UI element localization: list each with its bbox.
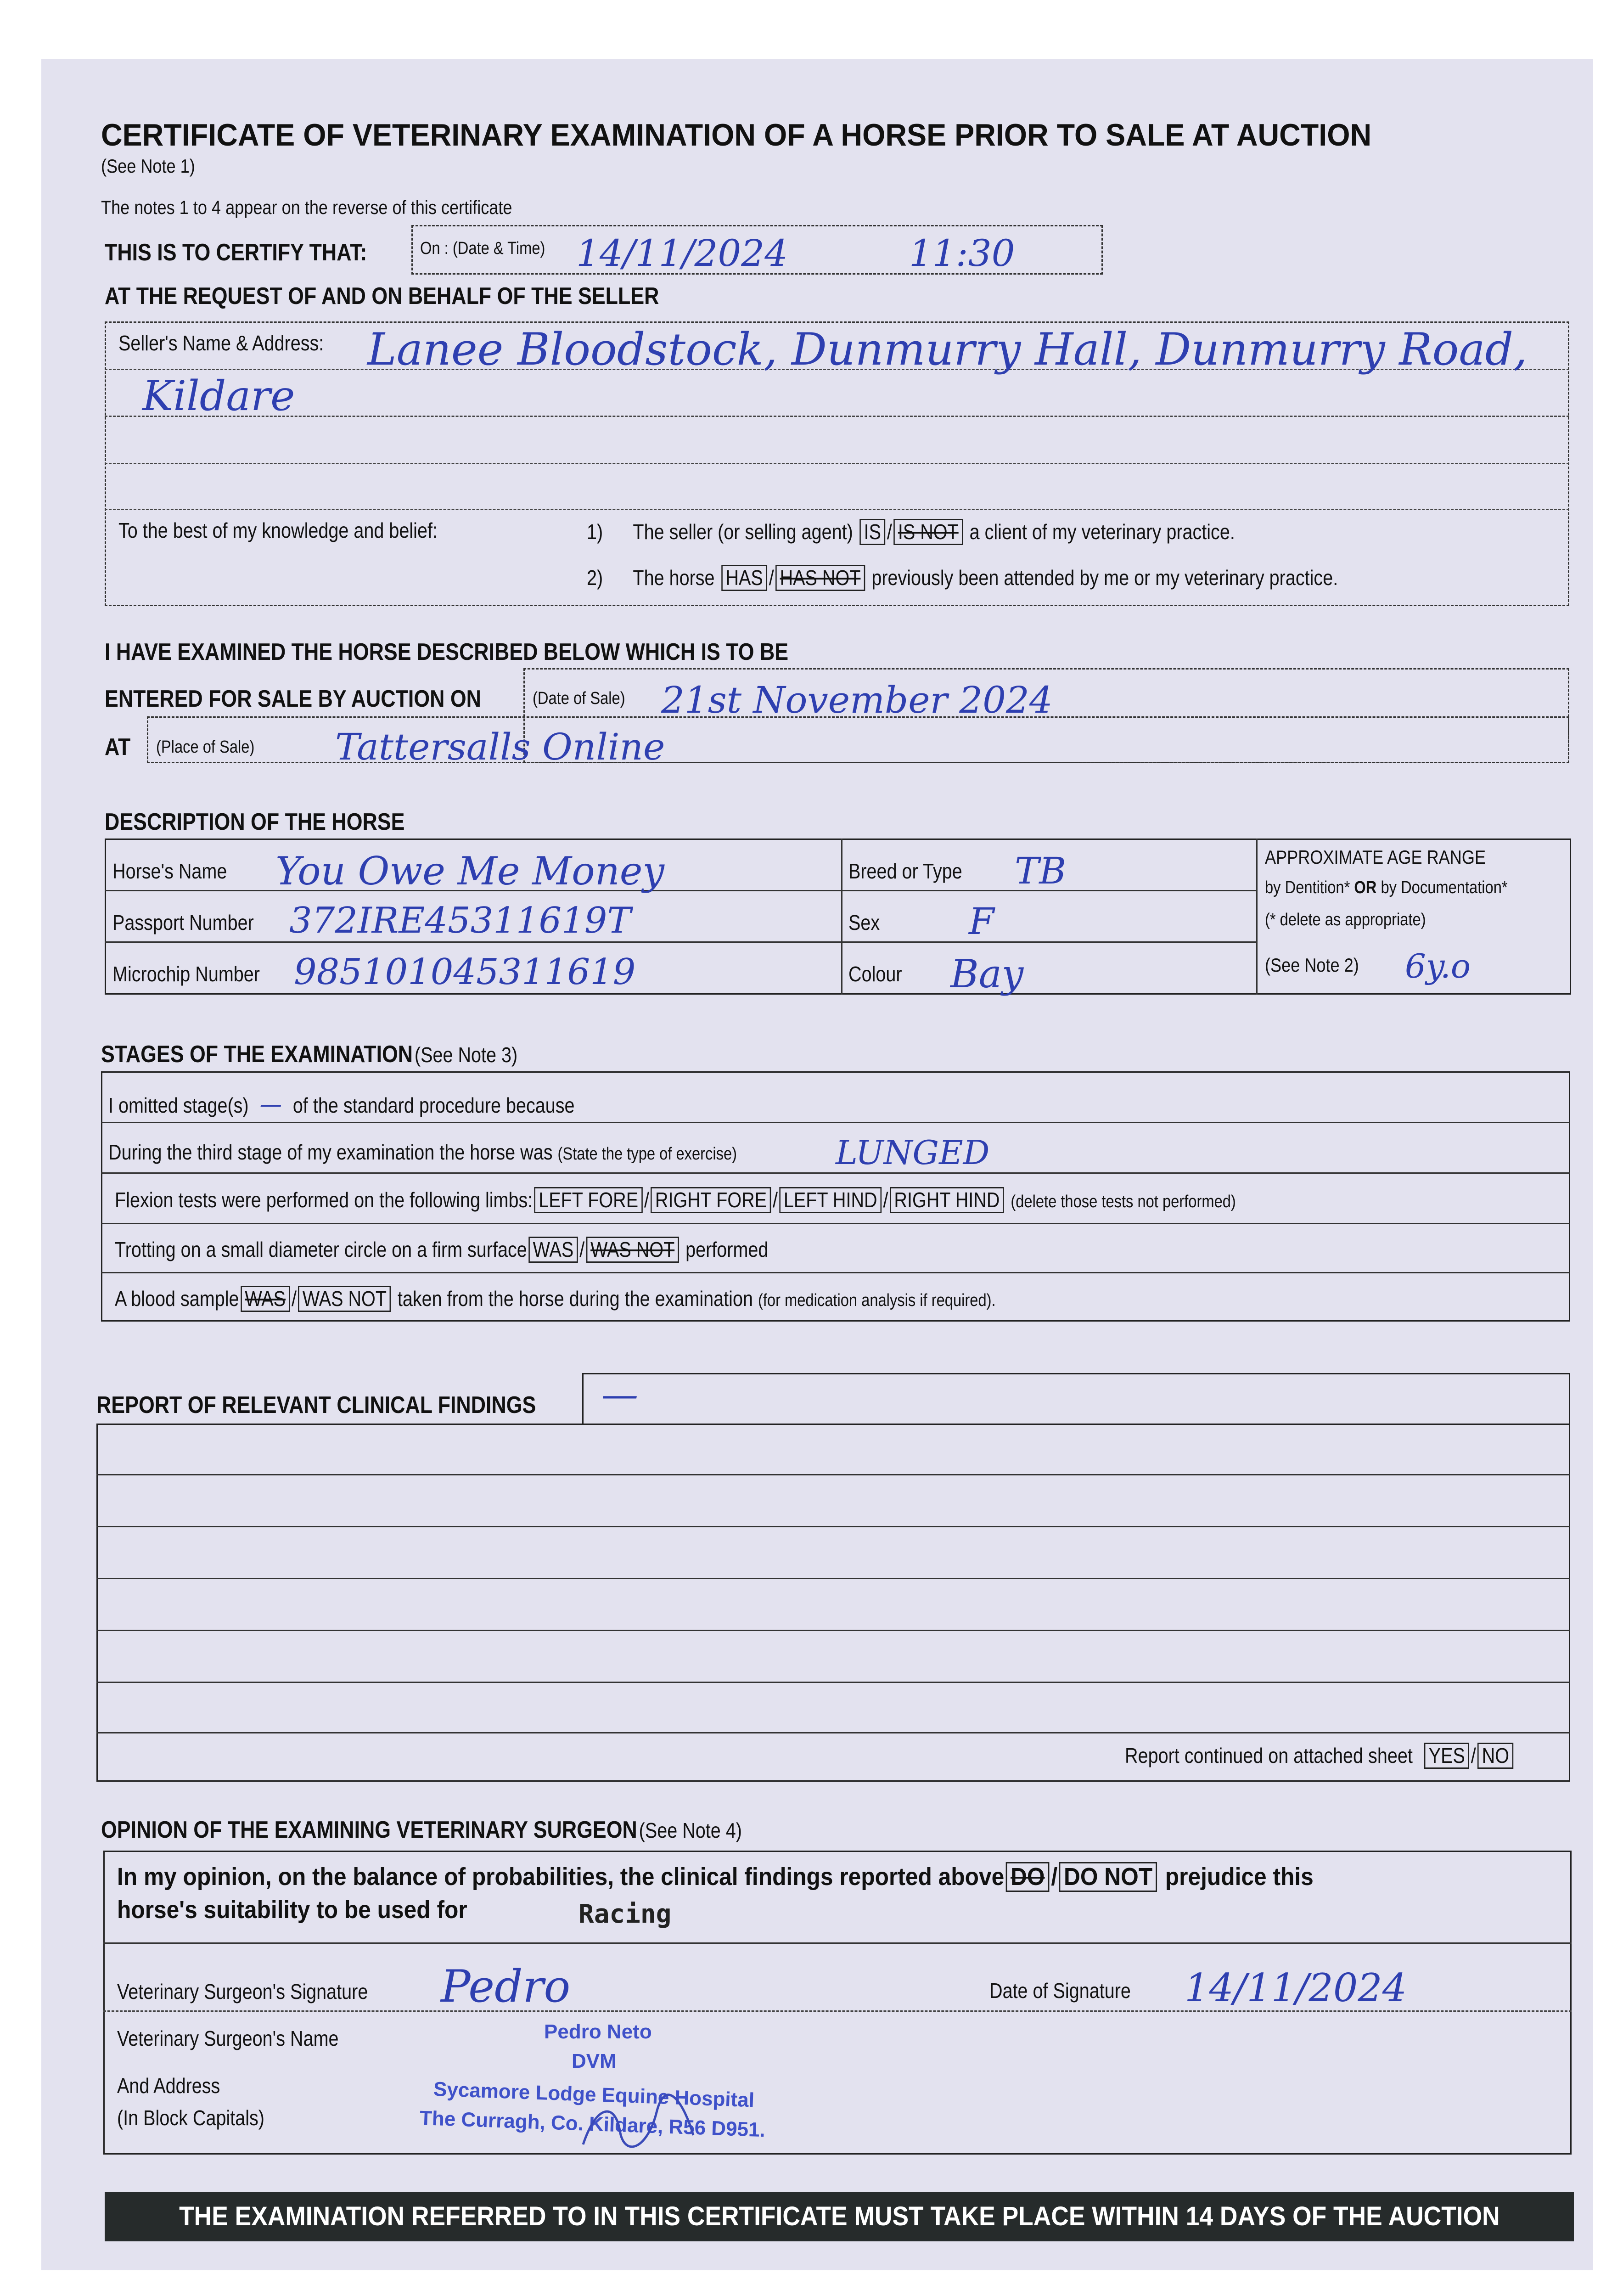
breed-label: Breed or Type [848, 859, 962, 883]
age-value: 6y.o [1405, 947, 1471, 985]
breed-value: TB [1015, 850, 1067, 892]
date-of-sale-label: (Date of Sale) [533, 689, 625, 708]
block-capitals-label: (In Block Capitals) [117, 2106, 264, 2130]
flexion-left-hind: LEFT HIND [779, 1187, 882, 1213]
opinion-text-line2: horse's suitability to be used for [117, 1896, 467, 1924]
report-first-line-box [582, 1373, 1570, 1424]
address-label: And Address [117, 2074, 220, 2098]
certify-label: THIS IS TO CERTIFY THAT: [105, 239, 367, 266]
microchip-label: Microchip Number [112, 962, 260, 986]
omitted-stages-row: I omitted stage(s) — of the standard procedure because [108, 1089, 575, 1119]
attended-has-not-option: HAS NOT [775, 565, 865, 591]
opinion-do-not-option: DO NOT [1059, 1862, 1157, 1892]
place-of-sale-label: (Place of Sale) [156, 737, 255, 757]
request-label: AT THE REQUEST OF AND ON BEHALF OF THE SELLER [105, 283, 659, 310]
signature-label: Veterinary Surgeon's Signature [117, 1980, 368, 2003]
passport-label: Passport Number [112, 911, 254, 934]
statement-2: 2) The horse HAS / HAS NOT previously been attended by me or my veterinary practice. [587, 565, 1460, 591]
opinion-heading: OPINION OF THE EXAMINING VETERINARY SURGEON (See Note 4) [101, 1817, 742, 1843]
certificate-title: CERTIFICATE OF VETERINARY EXAMINATION OF A HORSE PRIOR TO SALE AT AUCTION [101, 118, 1372, 152]
sale-heading-1: I HAVE EXAMINED THE HORSE DESCRIBED BELOW WHICH IS TO BE [105, 639, 789, 665]
blood-sample-row: A blood sample WAS / WAS NOT taken from the horse during the examination (for medication analysis if required). [115, 1286, 1139, 1312]
on-date-time-label: On : (Date & Time) [420, 239, 545, 258]
passport-value: 372IRE45311619T [289, 900, 631, 941]
client-is-not-option: IS NOT [893, 519, 963, 545]
trotting-was-option: WAS [528, 1237, 578, 1263]
sale-place-value: Tattersalls Online [335, 726, 665, 768]
attended-has-option: HAS [721, 565, 767, 591]
sale-date-value: 21st November 2024 [661, 679, 1053, 721]
report-findings-value: — [601, 1373, 638, 1416]
exam-time-value: 11:30 [909, 232, 1015, 275]
age-basis: by Dentition* OR by Documentation* [1265, 878, 1508, 897]
belief-label: To the best of my knowledge and belief: [118, 518, 438, 542]
age-see-note: (See Note 2) [1265, 954, 1359, 976]
exercise-type-value: LUNGED [836, 1133, 990, 1172]
trotting-row: Trotting on a small diameter circle on a firm surface WAS / WAS NOT performed [115, 1237, 875, 1263]
stamp-vet-title: DVM [572, 2050, 617, 2072]
exam-date-value: 14/11/2024 [576, 232, 788, 275]
third-stage-row: During the third stage of my examination the horse was (State the type of exercise) [108, 1140, 737, 1164]
report-continued-row: Report continued on attached sheet YES / NO [1125, 1743, 1578, 1769]
client-is-option: IS [859, 519, 885, 545]
microchip-value: 985101045311619 [294, 951, 636, 993]
flexion-left-fore: LEFT FORE [534, 1187, 643, 1213]
statement-1: 1) The seller (or selling agent) IS / IS NOT a client of my veterinary practice. [587, 519, 1341, 545]
sale-heading-2: ENTERED FOR SALE BY AUCTION ON [105, 686, 481, 712]
signature-scribble-icon [578, 2094, 698, 2154]
sex-label: Sex [848, 911, 880, 934]
footer-banner: THE EXAMINATION REFERRED TO IN THIS CERTIFICATE MUST TAKE PLACE WITHIN 14 DAYS OF THE AUCTION [105, 2192, 1574, 2241]
at-label: AT [105, 734, 131, 760]
flexion-right-hind: RIGHT HIND [890, 1187, 1004, 1213]
stamp-practice: Sycamore Lodge Equine Hospital [433, 2078, 755, 2112]
stamp-address: The Curragh, Co. Kildare, R56 D951. [419, 2107, 766, 2142]
colour-value: Bay [950, 951, 1024, 996]
flexion-right-fore: RIGHT FORE [651, 1187, 771, 1213]
sex-value: F [969, 900, 994, 943]
description-heading: DESCRIPTION OF THE HORSE [105, 809, 405, 835]
colour-label: Colour [848, 962, 902, 986]
blood-was-option: WAS [241, 1286, 290, 1312]
stamp-vet-name: Pedro Neto [544, 2020, 652, 2043]
age-heading: APPROXIMATE AGE RANGE [1265, 846, 1486, 868]
date-of-signature-value: 14/11/2024 [1185, 1965, 1407, 2010]
vet-name-label: Veterinary Surgeon's Name [117, 2026, 339, 2050]
continued-yes-option: YES [1424, 1743, 1469, 1769]
date-of-signature-label: Date of Signature [989, 1979, 1131, 2003]
stages-heading: STAGES OF THE EXAMINATION (See Note 3) [101, 1041, 518, 1068]
flexion-row: Flexion tests were performed on the following limbs: LEFT FORE / RIGHT FORE / LEFT HIND / RIGHT HIND (delete those tests not performed) [115, 1187, 1418, 1213]
purpose-value: Racing [578, 1899, 672, 1929]
see-note-1: (See Note 1) [101, 155, 195, 177]
report-heading: REPORT OF RELEVANT CLINICAL FINDINGS [96, 1392, 536, 1418]
blood-was-not-option: WAS NOT [298, 1286, 391, 1312]
signature-value: Pedro [441, 1961, 571, 2012]
seller-address-line1: Lanee Bloodstock, Dunmurry Hall, Dunmurry Road, [367, 324, 1528, 375]
age-delete-note: (* delete as appropriate) [1265, 910, 1426, 929]
seller-name-label: Seller's Name & Address: [118, 331, 324, 355]
trotting-was-not-option: WAS NOT [586, 1237, 679, 1263]
notes-line: The notes 1 to 4 appear on the reverse of this certificate [101, 197, 512, 218]
continued-no-option: NO [1477, 1743, 1513, 1769]
horse-name-label: Horse's Name [112, 859, 227, 883]
opinion-do-option: DO [1006, 1862, 1050, 1892]
report-box [96, 1424, 1570, 1782]
omitted-stages-value: — [259, 1089, 282, 1119]
seller-address-line2: Kildare [142, 372, 295, 420]
opinion-text-line1: In my opinion, on the balance of probabilities, the clinical findings reported above DO / DO NOT prejudice this [117, 1862, 1417, 1892]
horse-name-value: You Owe Me Money [275, 849, 664, 894]
